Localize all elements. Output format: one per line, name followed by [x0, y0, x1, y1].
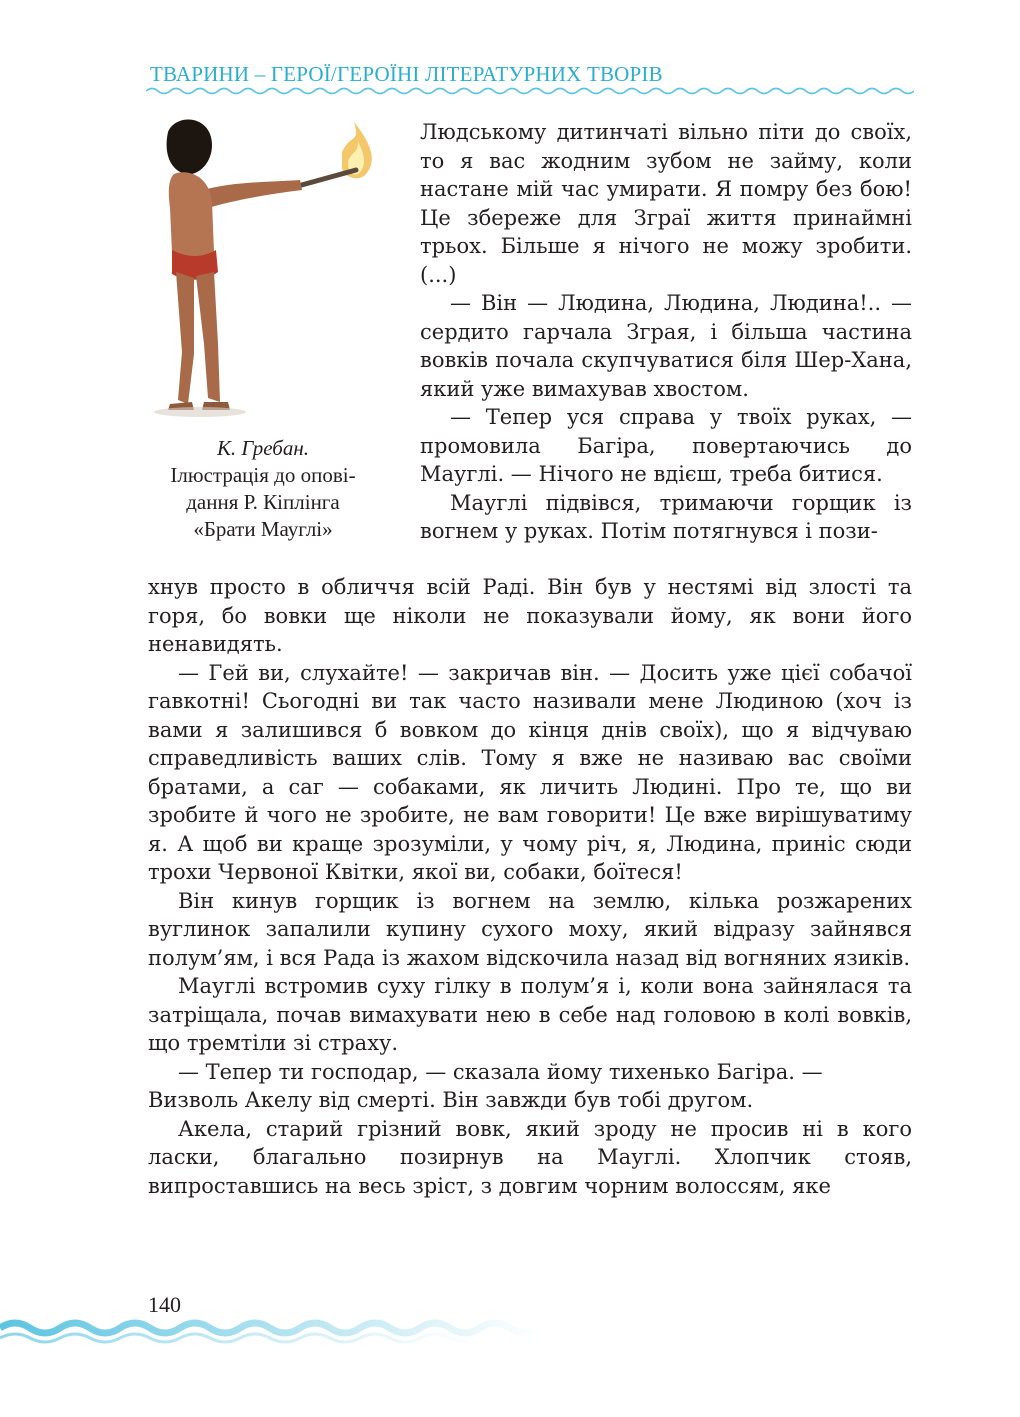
paragraph: — Гей ви, слухайте! — закричав він. — Досить уже цієї собачої гавкотні! Сьогодні ви так часто називали мене Людиною (хоч із вами я залишився б вовком до кінця днів своїх), що я відчуваю справедливість ваших слів. Тому я вже не називаю вас своїми братами, а саг — собаками, як личить Людині. Про те, що ви зробите й чого не зробите, не вам говорити! Це вже вирішуватиму я. А щоб ви краще зрозуміли, у чому річ, я, Людина, приніс сюди трохи Червоної Квітки, якої ви, собаки, боїтеся!: [148, 660, 912, 884]
paragraph: Мауглі встромив суху гілку в полум’я і, коли вона зайнялася та затріщала, почав вимахувати нею в себе над головою в колі вовків, що тремтіли зі страху.: [148, 974, 912, 1055]
paragraph: Він кинув горщик із вогнем на землю, кілька розжарених вуглинок запалили купину сухого моху, який відразу зайнявся полум’ям, і вся Рада із жахом відскочила назад від вогняних язиків.: [148, 888, 912, 970]
paragraph: хнув просто в обличчя всій Раді. Він був у нестямі від злості та горя, бо вовки ще ніколи не показували йому, як вони його ненавидять.: [148, 575, 912, 656]
header-wave-divider: [146, 86, 914, 96]
caption-line: «Брати Мауглі»: [193, 517, 333, 541]
paragraph: — Тепер уся справа у твоїх руках, — промовила Багіра, повертаючись до Мауглі. — Нічого не вдієш, треба битися.: [420, 405, 912, 486]
caption-author: К. Гребан.: [216, 436, 310, 460]
footer-wave-decoration: [0, 1306, 540, 1346]
running-title: ТВАРИНИ – ГЕРОЇ/ГЕРОЇНІ ЛІТЕРАТУРНИХ ТВОРІВ: [150, 62, 663, 86]
caption-line: дання Р. Кіплінга: [186, 490, 340, 514]
figure-caption: [140, 435, 386, 543]
boy-holding-torch-illustration: [130, 112, 390, 432]
paragraph: Мауглі підвівся, тримаючи горщик із вогнем у руках. Потім потягнувся і пози-: [420, 490, 912, 543]
paragraph: Акела, старий грізний вовк, який зроду не просив ні в кого ласки, благально позирнув на Мауглі. Хлопчик стояв, випроставшись на весь зріст, з довгим чорним волоссям, яке: [148, 1116, 912, 1198]
text-column-beside-figure: [420, 118, 912, 546]
page-number: 140: [148, 1292, 181, 1317]
paragraph: — Тепер ти господар, — сказала йому тихенько Багіра. — Визволь Акелу від смерті. Він завжди був тобі другом.: [148, 1059, 823, 1112]
paragraph: Людському дитинчаті вільно піти до своїх, то я вас жодним зубом не займу, коли настане мій час умирати. Я помру без бою! Це збереже для Зграї життя принаймні трьох. Більше я нічого не можу зробити. (...): [420, 120, 912, 287]
text-column-full-width: [148, 573, 912, 1200]
caption-line: Ілюстрація до опові-: [170, 463, 356, 487]
paragraph: — Він — Людина, Людина, Людина!.. — сердито гарчала Зграя, і більша частина вовків почала скупчуватися біля Шер-Хана, який уже вимахував хвостом.: [420, 291, 912, 401]
